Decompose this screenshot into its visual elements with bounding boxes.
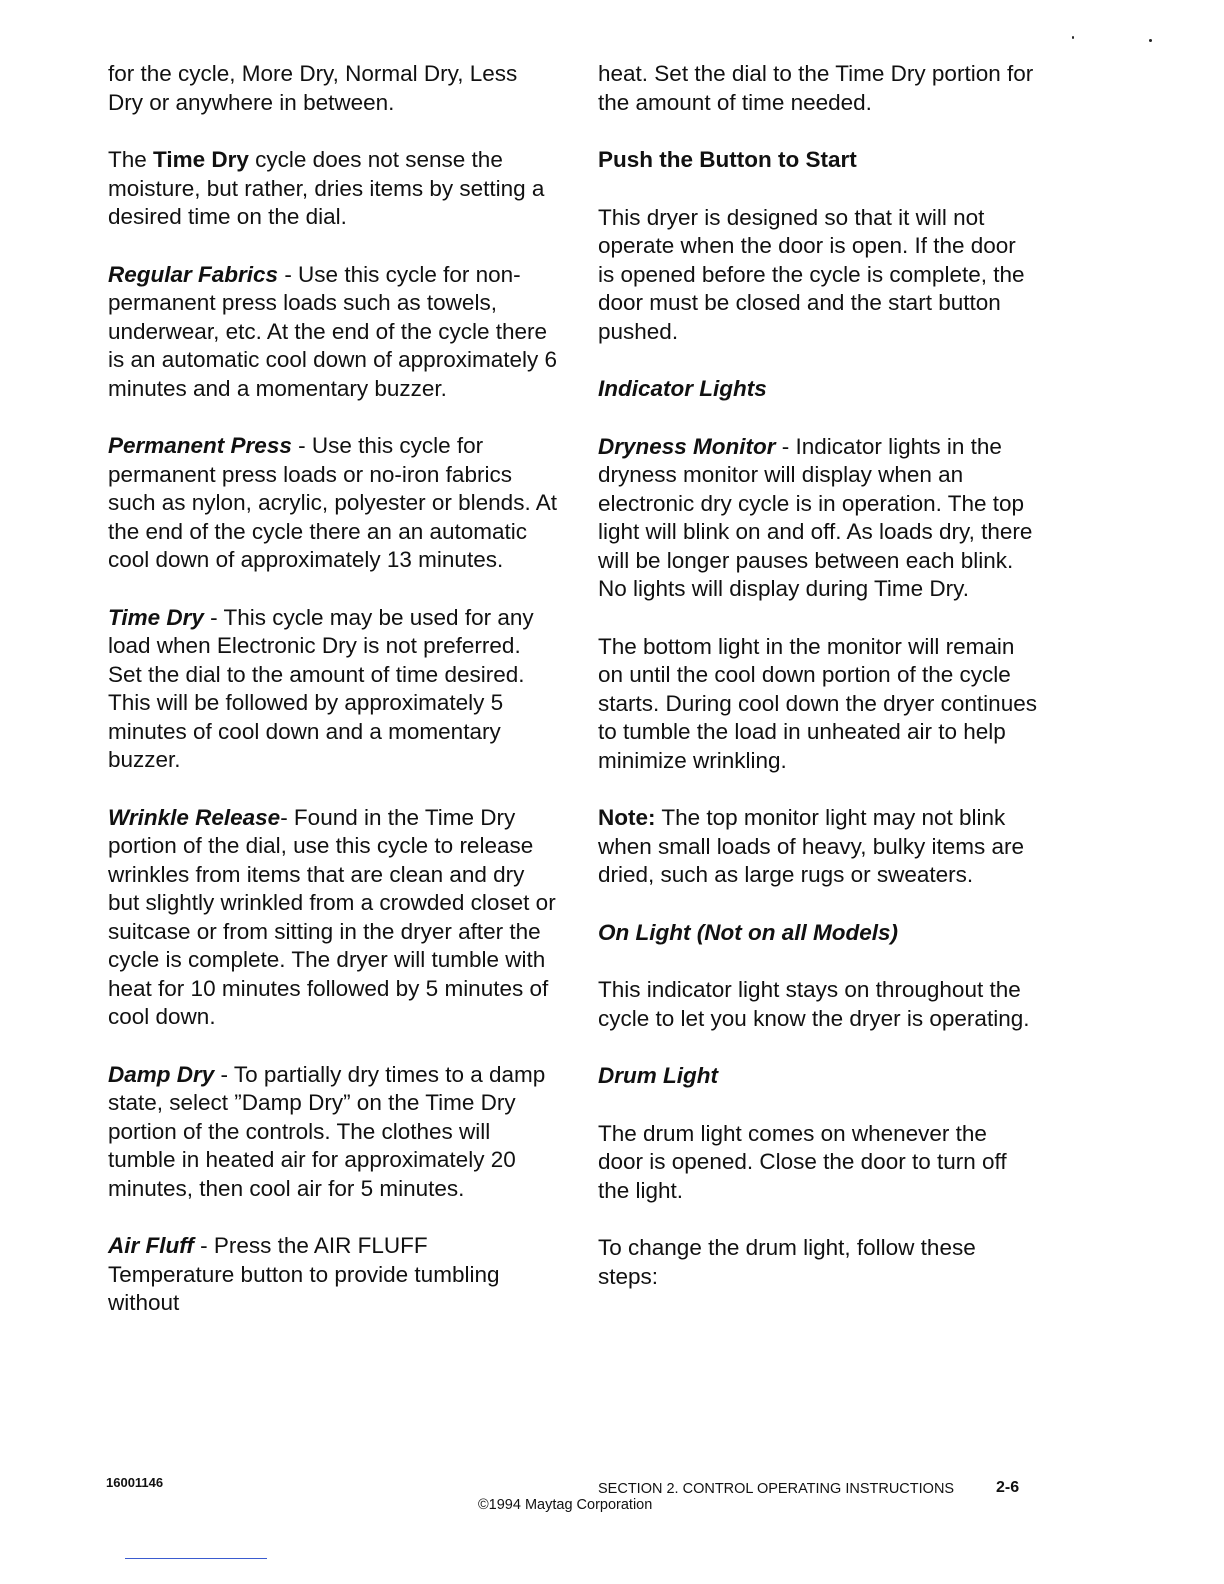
damp-dry-paragraph: Damp Dry - To partially dry times to a damp state, select ”Damp Dry” on the Time Dry portion of the controls. The clothes will tumble in heated air for approximately 20 minutes, then cool air for 5 minutes. [108, 1061, 546, 1201]
regular-fabrics-paragraph: Regular Fabrics - Use this cycle for non-permanent press loads such as towels, underwear, etc. At the end of the cycle there is an automatic cool down of approximately 6 minutes and a momentary buzzer. [108, 261, 557, 401]
permanent-press-term: Permanent Press [108, 433, 292, 458]
scan-speck [1149, 39, 1152, 42]
page-number: 2-6 [996, 1479, 1020, 1496]
copyright: ©1994 Maytag Corporation [478, 1497, 653, 1513]
air-fluff-term: Air Fluff [108, 1233, 194, 1258]
wrinkle-release-term: Wrinkle Release [108, 804, 281, 830]
dryness-monitor-term: Dryness Monitor [598, 433, 776, 459]
intro-paragraph: for the cycle, More Dry, Normal Dry, Less Dry or anywhere in between. [108, 61, 518, 115]
dryness-monitor-paragraph: Dryness Monitor - Indicator lights in the dryness monitor will display when an electronic dry cycle is in operation. The top light will blink on and off. As loads dry, there will be longer pauses between each blink. No lights will display during Time Dry. [598, 433, 1033, 601]
time-dry-intro-paragraph: The Time Dry cycle does not sense the moisture, but rather, dries items by setting a desired time on the dial. [108, 147, 545, 229]
bottom-light-paragraph: The bottom light in the monitor will remain on until the cool down portion of the cycle starts. During cool down the dryer continues to tumble the load in unheated air to help minimize wrinkling. [598, 633, 1037, 773]
air-fluff-paragraph: Air Fluff - Press the AIR FLUFF Temperature button to provide tumbling without [108, 1233, 500, 1315]
section-title: SECTION 2. CONTROL OPERATING INSTRUCTIONS [598, 1481, 955, 1497]
time-dry-term: Time Dry [153, 147, 249, 172]
time-dry-cycle-term: Time Dry [108, 604, 204, 630]
permanent-press-paragraph: Permanent Press - Use this cycle for permanent press loads or no-iron fabrics such as nylon, acrylic, polyester or blends. At the end of the cycle there an an automatic cool down of approximately 13 minutes. [108, 433, 557, 572]
on-light-heading: On Light (Not on all Models) [598, 919, 898, 945]
time-dry-paragraph: Time Dry - This cycle may be used for any load when Electronic Dry is not preferred. Set the dial to the amount of time desired. This will be followed by approximately 5 minutes of cool down and a momentary buzzer. [108, 604, 534, 772]
footer-rule [125, 1558, 267, 1559]
left-column [108, 60, 558, 1347]
on-light-paragraph: This indicator light stays on throughout the cycle to let you know the dryer is operating. [598, 977, 1030, 1031]
wrinkle-release-paragraph: Wrinkle Release- Found in the Time Dry portion of the dial, use this cycle to release wrinkles from items that are clean and dry but slightly wrinkled from a crowded closet or suitcase or from sitting in the dryer after the cycle is complete. The dryer will tumble with heat for 10 minutes followed by 5 minutes of cool down. [108, 804, 556, 1029]
drum-light-heading: Drum Light [598, 1063, 718, 1088]
change-drum-light-paragraph: To change the drum light, follow these steps: [598, 1235, 976, 1289]
scan-speck [1072, 36, 1074, 39]
indicator-lights-heading: Indicator Lights [598, 376, 767, 401]
damp-dry-term: Damp Dry [108, 1061, 215, 1087]
note-paragraph: Note: The top monitor light may not blink when small loads of heavy, bulky items are dried, such as large rugs or sweaters. [598, 805, 1025, 887]
time-needed-paragraph: heat. Set the dial to the Time Dry portion for the amount of time needed. [598, 61, 1034, 115]
push-button-heading: Push the Button to Start [598, 147, 857, 172]
drum-light-paragraph: The drum light comes on whenever the door is opened. Close the door to turn off the light. [598, 1120, 1007, 1203]
note-term: Note: [598, 805, 656, 830]
regular-fabrics-term: Regular Fabrics [108, 261, 279, 287]
document-id: 16001146 [106, 1475, 164, 1490]
right-column [598, 60, 1038, 1320]
push-button-paragraph: This dryer is designed so that it will not operate when the door is open. If the door is opened before the cycle is complete, the door must be closed and the start button pushed. [598, 204, 1025, 344]
